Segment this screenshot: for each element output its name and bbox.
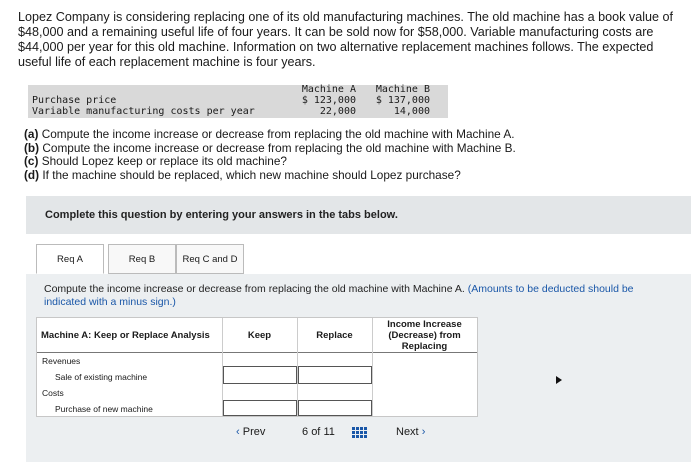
machine-a-variable: 22,000 <box>319 106 356 117</box>
row-sale-existing: Sale of existing machine <box>55 372 148 382</box>
machine-a-purchase: $ 123,000 <box>301 95 356 106</box>
keep-sale-input[interactable] <box>223 366 297 384</box>
header-divider <box>37 352 477 353</box>
chevron-left-icon: ‹ <box>236 426 240 438</box>
question-b: (b) Compute the income increase or decrease from replacing the old machine with Machine B. <box>24 140 516 155</box>
tab-req-c-and-d[interactable]: Req C and D <box>176 244 244 274</box>
data-row-labels <box>32 95 255 117</box>
grid-icon[interactable] <box>352 422 367 442</box>
questions-list <box>24 128 516 182</box>
question-c: (c) Should Lopez keep or replace its old machine? <box>24 154 287 169</box>
row-purchase-new: Purchase of new machine <box>55 404 153 414</box>
machine-b-variable: 14,000 <box>393 106 430 117</box>
analysis-title: Machine A: Keep or Replace Analysis <box>41 329 210 341</box>
question-d: (d) If the machine should be replaced, which new machine should Lopez purchase? <box>24 167 461 182</box>
instruction-banner: Complete this question by entering your answers in the tabs below. <box>26 196 691 234</box>
cursor-icon <box>556 376 562 384</box>
req-a-instruction: Compute the income increase or decrease from replacing the old machine with Machine A. (Amounts to be deducted should be indicated with a minus sign.) <box>44 283 634 308</box>
keep-purchase-input[interactable] <box>223 400 297 416</box>
purchase-price-label: Purchase price <box>32 95 117 106</box>
machine-a-column <box>296 84 356 117</box>
prev-button[interactable]: ‹ Prev <box>236 426 266 438</box>
row-costs: Costs <box>42 388 64 398</box>
machine-a-header: Machine A <box>301 84 356 95</box>
analysis-table <box>36 317 478 417</box>
machine-b-purchase: $ 137,000 <box>375 95 430 106</box>
next-button[interactable]: Next › <box>396 426 426 438</box>
replace-purchase-input[interactable] <box>298 400 372 416</box>
machine-b-column <box>370 84 430 117</box>
replace-sale-input[interactable] <box>298 366 372 384</box>
tabs-row <box>26 244 691 274</box>
tab-req-b[interactable]: Req B <box>108 244 176 274</box>
col-replace: Replace <box>316 329 353 341</box>
problem-text: Lopez Company is considering replacing one of its old manufacturing machines. The old machine has a book value of $48,000 and a remaining useful life of four years. It can be sold now for $58,000. Variable manufacturing costs are $44,000 per year for this old machine. Information on two alternative replacement machines follows. The expected useful life of each replacement machine is four years. <box>18 10 674 69</box>
col-divider-3 <box>372 318 373 416</box>
variable-costs-label: Variable manufacturing costs per year <box>32 106 255 117</box>
chevron-right-icon: › <box>421 426 426 438</box>
row-revenues: Revenues <box>42 356 81 366</box>
col-income: Income Increase (Decrease) from Replacing <box>387 318 462 352</box>
machine-b-header: Machine B <box>375 84 430 95</box>
col-keep: Keep <box>247 329 272 341</box>
page-indicator: 6 of 11 <box>302 426 335 438</box>
question-a: (a) Compute the income increase or decrease from replacing the old machine with Machine A. <box>24 127 515 141</box>
tab-req-a[interactable]: Req A <box>36 244 104 274</box>
